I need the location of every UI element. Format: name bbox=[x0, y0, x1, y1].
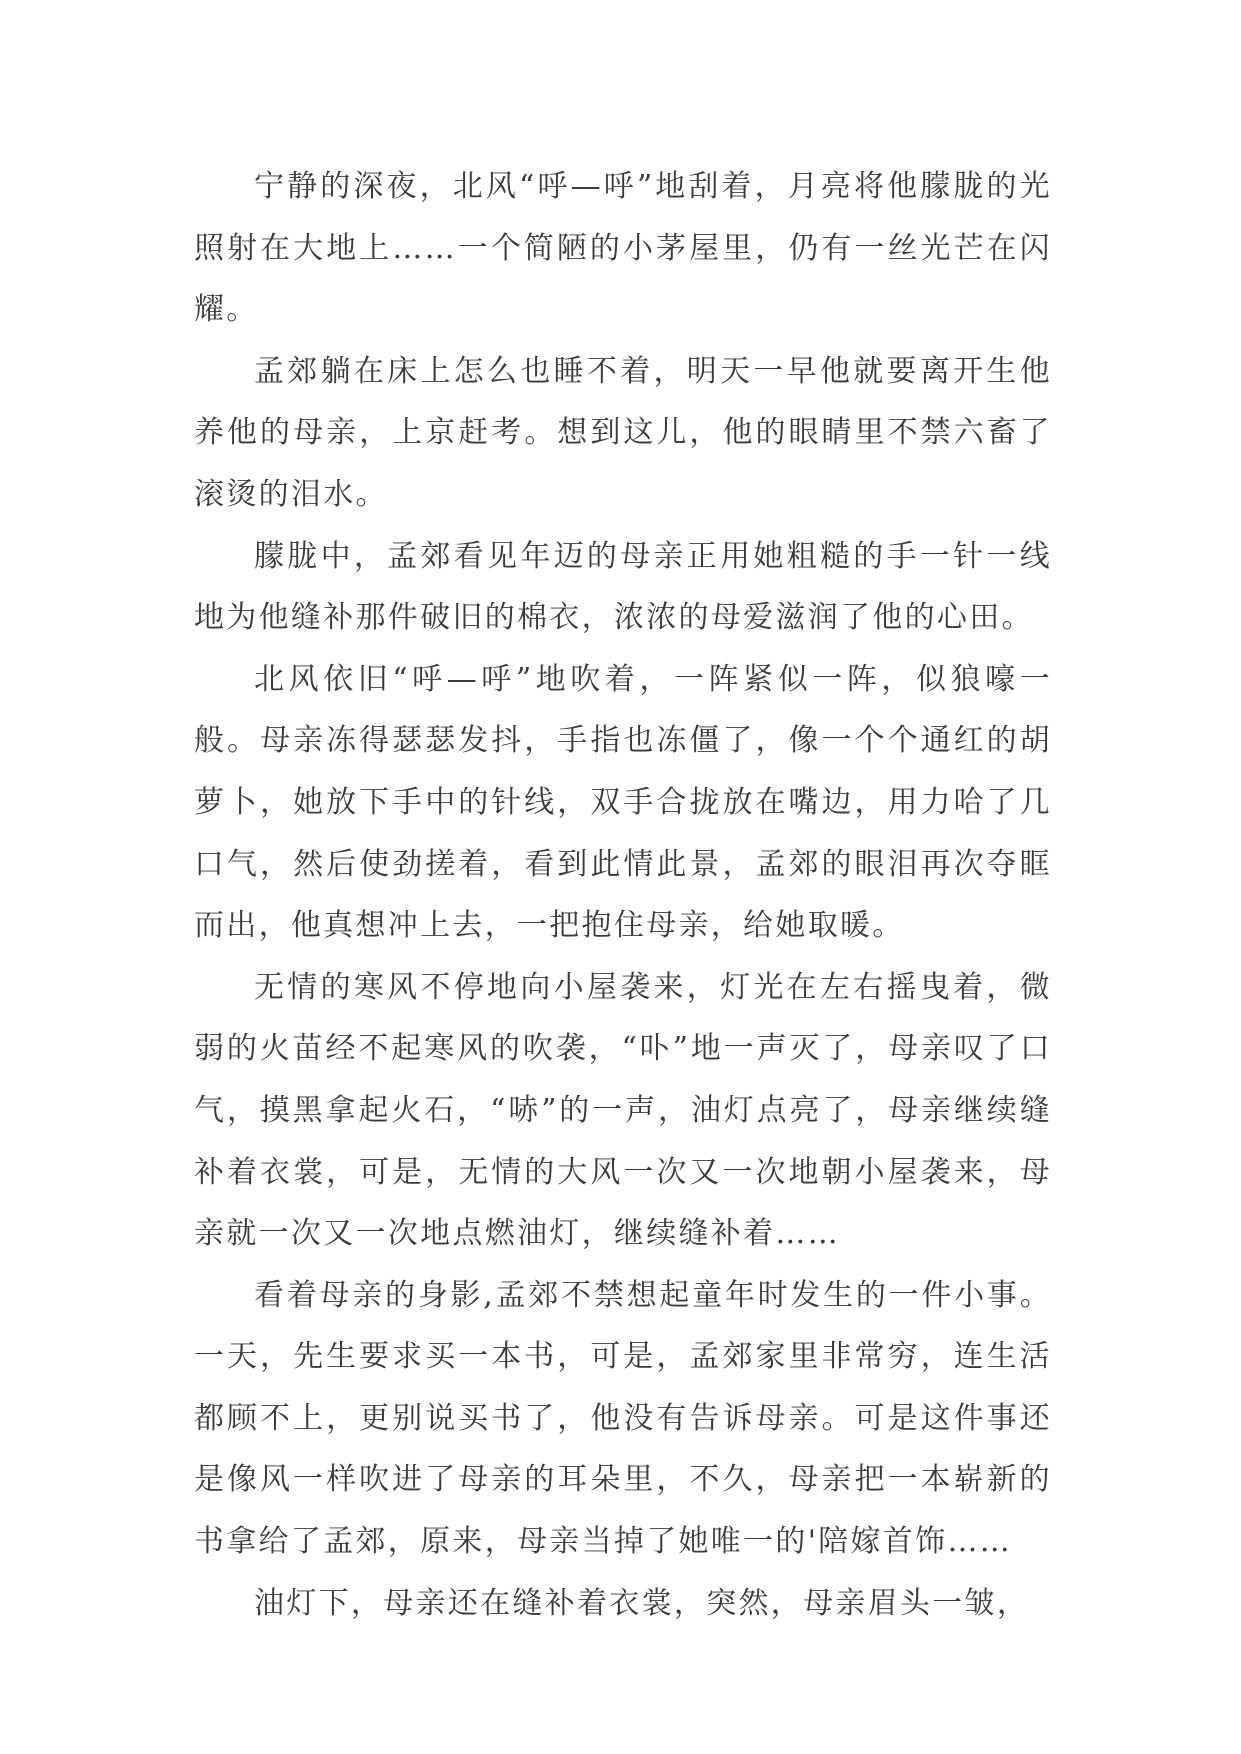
paragraph-4: 北风依旧“呼—呼”地吹着，一阵紧似一阵，似狼嚎一般。母亲冻得瑟瑟发抖，手指也冻僵了，像一个个通红的胡萝卜，她放下手中的针线，双手合拢放在嘴边，用力哈了几口气，然后使劲搓着，看到此情此景，孟郊的眼泪再次夺眶而出，他真想冲上去，一把抱住母亲，给她取暖。 bbox=[194, 661, 1052, 944]
paragraph-7: 油灯下，母亲还在缝补着衣裳，突然，母亲眉头一皱， bbox=[254, 1585, 1030, 1621]
document-body bbox=[194, 156, 1052, 1634]
paragraph-1: 宁静的深夜，北风“呼—呼”地刮着，月亮将他朦胧的光照射在大地上……一个简陋的小茅屋里，仍有一丝光芒在闪耀。 bbox=[194, 169, 1052, 328]
paragraph-3: 朦胧中，孟郊看见年迈的母亲正用她粗糙的手一针一线地为他缝补那件破旧的棉衣，浓浓的母爱滋润了他的心田。 bbox=[194, 538, 1052, 636]
paragraph-5: 无情的寒风不停地向小屋袭来，灯光在左右摇曳着，微弱的火苗经不起寒风的吹袭，“卟”地一声灭了，母亲叹了口气，摸黑拿起火石，“哧”的一声，油灯点亮了，母亲继续缝补着衣裳，可是，无情的大风一次又一次地朝小屋袭来，母亲就一次又一次地点燃油灯，继续缝补着…… bbox=[194, 969, 1052, 1252]
paragraph-2: 孟郊躺在床上怎么也睡不着，明天一早他就要离开生他养他的母亲，上京赶考。想到这儿，他的眼睛里不禁六畜了滚烫的泪水。 bbox=[194, 353, 1052, 512]
paragraph-6: 看着母亲的身影,孟郊不禁想起童年时发生的一件小事。一天，先生要求买一本书，可是，孟郊家里非常穷，连生活都顾不上，更别说买书了，他没有告诉母亲。可是这件事还是像风一样吹进了母亲的耳朵里，不久，母亲把一本崭新的书拿给了孟郊，原来，母亲当掉了她唯一的'陪嫁首饰…… bbox=[194, 1277, 1052, 1560]
